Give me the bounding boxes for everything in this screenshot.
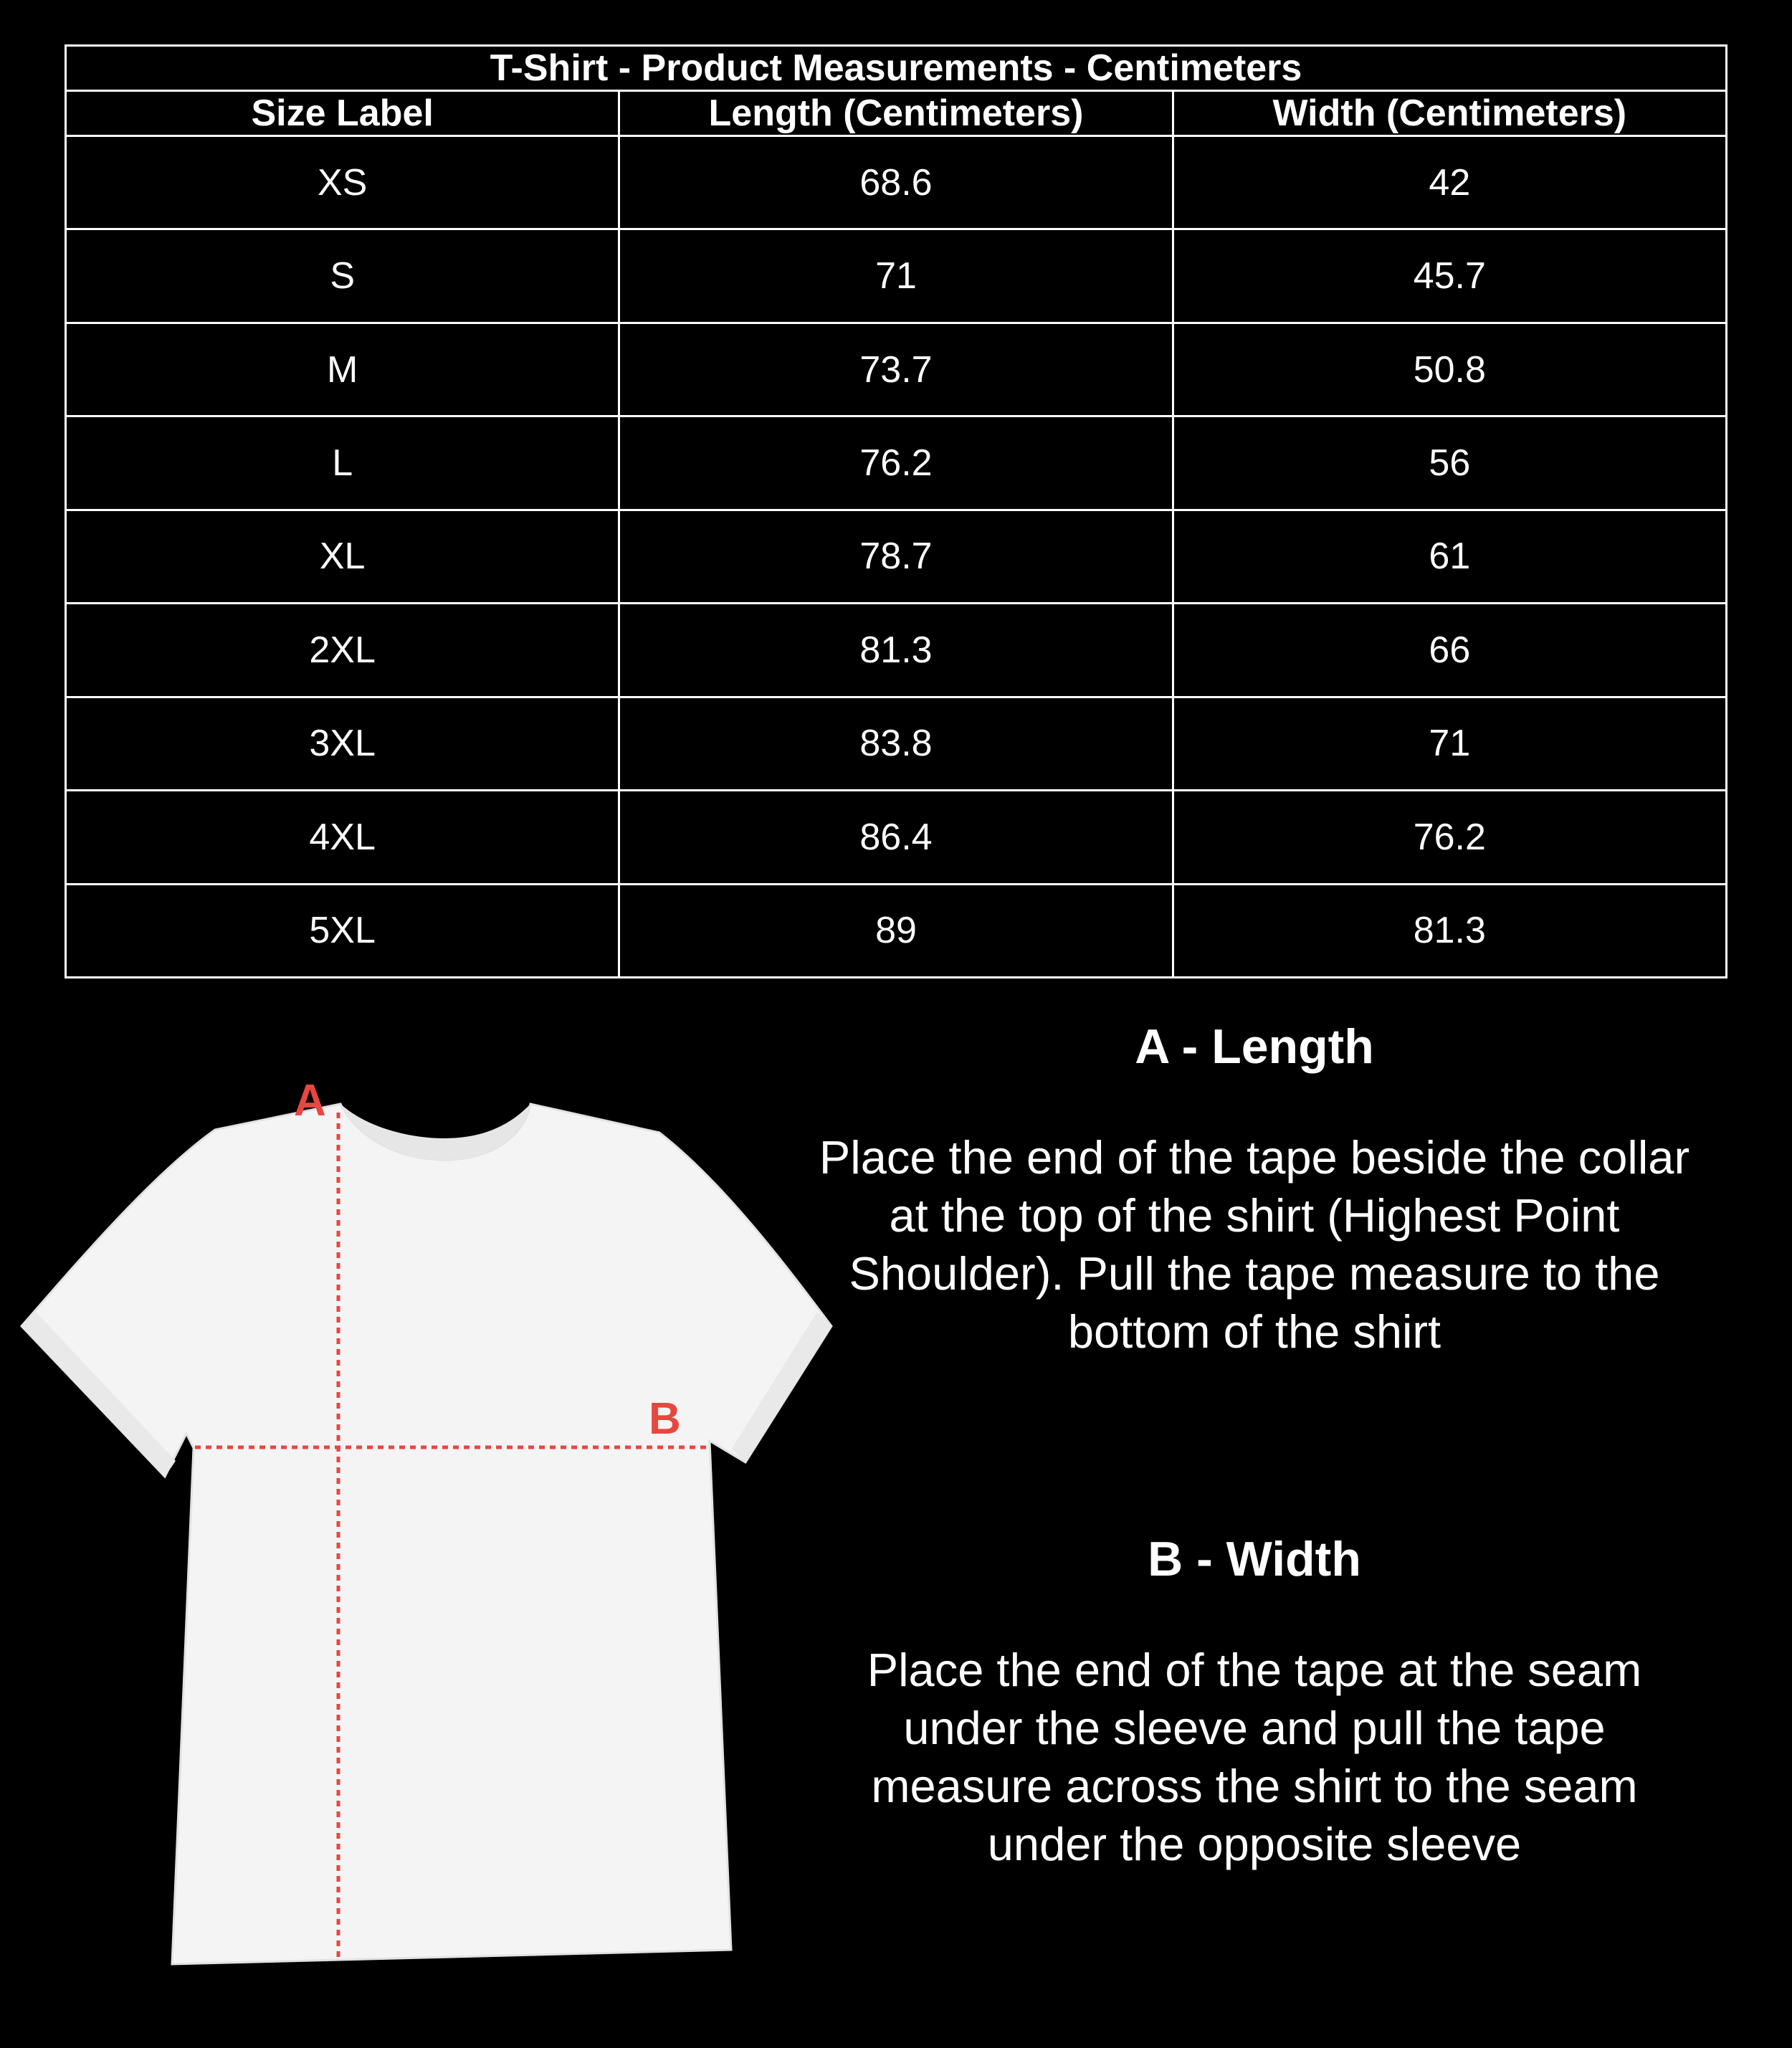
table-row bbox=[66, 791, 1727, 884]
width-cell: 71 bbox=[1173, 697, 1726, 790]
length-cell: 83.8 bbox=[619, 697, 1173, 790]
header-length: Length (Centimeters) bbox=[619, 91, 1173, 136]
length-cell: 89 bbox=[619, 884, 1173, 978]
length-cell: 78.7 bbox=[619, 510, 1173, 603]
header-size-label: Size Label bbox=[66, 91, 619, 136]
table-row bbox=[66, 697, 1727, 790]
size-cell: 2XL bbox=[66, 604, 619, 697]
length-cell: 68.6 bbox=[619, 136, 1173, 229]
width-cell: 42 bbox=[1173, 136, 1726, 229]
width-cell: 76.2 bbox=[1173, 791, 1726, 884]
tshirt-diagram bbox=[14, 1075, 860, 1978]
table-row bbox=[66, 136, 1727, 229]
width-cell: 45.7 bbox=[1173, 229, 1726, 323]
length-cell: 81.3 bbox=[619, 604, 1173, 697]
width-cell: 50.8 bbox=[1173, 323, 1726, 416]
size-cell: L bbox=[66, 416, 619, 510]
width-heading: B - Width bbox=[1148, 1532, 1361, 1586]
size-cell: 4XL bbox=[66, 791, 619, 884]
table-row bbox=[66, 416, 1727, 510]
marker-a-label: A bbox=[294, 1076, 326, 1125]
width-cell: 56 bbox=[1173, 416, 1726, 510]
table-row bbox=[66, 510, 1727, 603]
size-cell: 5XL bbox=[66, 884, 619, 978]
header-row bbox=[66, 91, 1727, 136]
marker-b-label: B bbox=[649, 1394, 681, 1444]
width-cell: 66 bbox=[1173, 604, 1726, 697]
size-cell: XL bbox=[66, 510, 619, 603]
table-row bbox=[66, 884, 1727, 978]
size-cell: S bbox=[66, 229, 619, 323]
size-cell: XS bbox=[66, 136, 619, 229]
length-description: Place the end of the tape beside the collar at the top of the shirt (Highest Point Shoulder). Pull the tape measure to the bottom of the shirt bbox=[819, 1130, 1690, 1358]
length-cell: 73.7 bbox=[619, 323, 1173, 416]
table-title: T-Shirt - Product Measurements - Centimeters bbox=[66, 46, 1727, 91]
width-description: Place the end of the tape at the seam under the sleeve and pull the tape measure across the shirt to the seam under the opposite sleeve bbox=[867, 1643, 1642, 1870]
width-cell: 81.3 bbox=[1173, 884, 1726, 978]
width-info-block bbox=[810, 1530, 1699, 1873]
length-info-block bbox=[810, 1018, 1699, 1361]
tshirt-shape bbox=[22, 1104, 831, 1964]
size-cell: M bbox=[66, 323, 619, 416]
table-row bbox=[66, 604, 1727, 697]
length-cell: 76.2 bbox=[619, 416, 1173, 510]
width-cell: 61 bbox=[1173, 510, 1726, 603]
header-width: Width (Centimeters) bbox=[1173, 91, 1726, 136]
table-row bbox=[66, 323, 1727, 416]
length-heading: A - Length bbox=[1135, 1019, 1374, 1074]
length-cell: 71 bbox=[619, 229, 1173, 323]
length-cell: 86.4 bbox=[619, 791, 1173, 884]
table-row bbox=[66, 229, 1727, 323]
size-cell: 3XL bbox=[66, 697, 619, 790]
size-chart-table bbox=[65, 44, 1727, 978]
